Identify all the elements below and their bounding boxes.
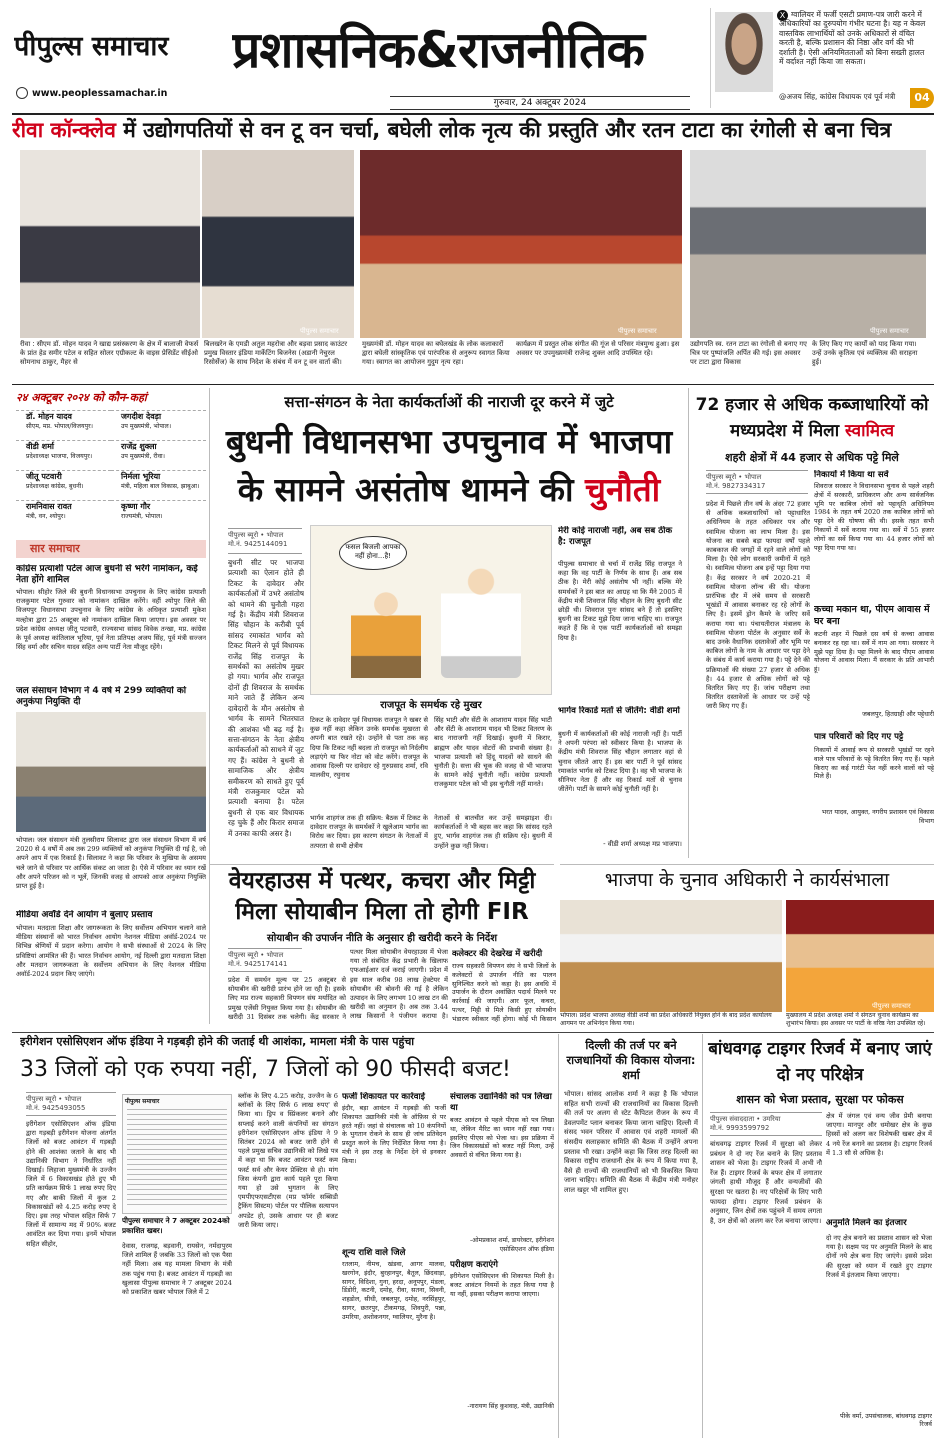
irrigation-kicker: इरीगेशन एसोसिएशन ऑफ इंडिया ने गड़बड़ी होने की जताई थी आशंका, मामला मंत्री के पास पहुंचा [20, 1035, 415, 1048]
person-role: मंत्री, महिला बाल विकास, झाबुआ। [121, 483, 200, 490]
karyakram-title: २४ अक्टूबर २०२४ को कौन-कहां [16, 391, 147, 404]
bandhav-sub: अनुमति मिलने का इंतजार [826, 1218, 907, 1228]
bandhav-deck: शासन को भेजा प्रस्ताव, सुरक्षा पर फोकस [736, 1093, 904, 1106]
page-number-badge: 04 [910, 88, 934, 108]
person-card [16, 470, 111, 500]
irrigation-sub3-body: बजट आवंटन से पहले पीएस को पत्र लिखा था, लेकिन मैरिट का ध्यान नहीं रखा गया। इसलिए पीएस को भेजा था। इस प्रक्रिया में जिन विकासखंडों को बजट नहीं मिला, उन्हें अवसरों से वंचित किया गया है। [450, 1116, 554, 1160]
clip-lines [127, 1109, 227, 1209]
swamitva-deck: शहरी क्षेत्रों में 44 हजार से अधिक पट्टे मिले [725, 451, 899, 464]
date-bar: गुरुवार, 24 अक्टूबर 2024 [390, 96, 690, 110]
bandhav-headline: बांधवगढ़ टाइगर रिजर्व में बनाए जाएं दो नए परिक्षेत्र [708, 1039, 932, 1085]
saar-item-3 [16, 910, 206, 1022]
person-role: राज्यमंत्री, भोपाल। [121, 513, 163, 520]
person-name: जगदीश देवड़ा [121, 412, 162, 421]
saar-item-1 [16, 564, 206, 682]
bjp-caption-1: भोपाल। प्रदेश भाजपा अध्यक्ष वीडी शर्मा का प्रदेश अधिकारी नियुक्त होने के बाद प्रदेश कार्यालय आगमन पर अभिनंदन किया गया। [560, 1012, 772, 1027]
person-name: जीतू पटवारी [26, 472, 62, 481]
warehouse-deck: सोयाबीन की उपार्जन नीति के अनुसार ही खरीदी करने के निर्देश [266, 933, 498, 944]
irrigation-sub1: फर्जी शिकायत पर कार्रवाई [342, 1092, 425, 1102]
photo-appointment [16, 712, 206, 832]
bandhav-byline [710, 1112, 822, 1136]
person-name: रामनिवास रावत [26, 502, 72, 511]
budhni-col1: बुधनी सीट पर भाजपा प्रत्याशी का ऐलान होते ही टिकट के दावेदार और कार्यकर्ताओं में उभरे असंतोष को थामने की चुनौती गहरा गई है। केंद्रीय मंत्री शिवराज सिंह चौहान के करीबी पूर्व सांसद रमाकांत भार्गव को टिकट मिलने से पूर्व विधायक राजेंद्र सिंह राजपूत के समर्थकों का असंतोष मुखर हो गया। भार्गव और राजपूत दोनों ही शिवराज के समर्थक माने जाते हैं लेकिन अन्य दावेदारों के मौन असंतोष से भार्गव के सामने भितरघात की आशंका भी बढ़ गई है। सत्ता-संगठन के नेता क्षेत्रीय कार्यकर्ताओं को साधने में जुट गए हैं। कांग्रेस ने बुधनी से सामाजिक और क्षेत्रीय समीकरण को साधते हुए पूर्व मंत्री राजकुमार पटेल को प्रत्याशी बनाया है। पटेल बुधनी से एक बार विधायक रह चुके हैं और किरार समाज में उनका काफी असर है। [228, 558, 304, 838]
rajput-quote-head: मेरी कोई नाराजी नहीं, अब सब ठीक है: राजपूत [558, 526, 673, 547]
swamitva-sub1: निकायों में किया था सर्वे [814, 470, 889, 480]
person-card [111, 440, 206, 470]
quote-box [710, 8, 934, 108]
swamitva-sub3-attr: भरत यादव, आयुक्त, नगरीय प्रशासन एवं विकास विभाग [821, 808, 934, 825]
karyakram-grid [16, 410, 206, 530]
warehouse-col1: प्रदेश में समर्थन मूल्य पर 25 अक्टूबर से सोयाबीन की खरीदी प्रारंभ होने जा रही है। इसके लिए मप्र राज्य सहकारी विपणन संघ मर्यादित को प्रमुख एजेंसी नियुक्त किया गया है। सोयाबीन की खरीदी 31 दिसंबर तक चलेगी। केंद्र सरकार ने [228, 976, 346, 1021]
rewa-caption-5: उद्योगपति स्व. रतन टाटा का रंगोली से बनाए गए चित्र पर पुष्पांजलि अर्पित की गई। इस अवसर पर टाटा द्वारा विकास [690, 340, 807, 366]
swamitva-headline-text: 72 हजार से अधिक कब्जाधारियों को मध्यप्रदेश में मिला [695, 395, 929, 441]
rajput-quote-body: पीपुल्स समाचार से चर्चा में राजेंद्र सिंह राजपूत ने कहा कि वह पार्टी के निर्णय के साथ हैं। अब सब ठीक है। मेरी कोई असंतोष भी नहीं। बल्कि मेरे समर्थकों ने इस बात का आग्रह था कि मैंने 2005 में केंद्रीय मंत्री शिवराज सिंह चौहान के लिए बुधनी सीट छोड़ी थी। शिवराज पुनः सांसद बने हैं तो इसलिए बुधनी का टिकट मुझे दिया जाना चाहिए था। राजपूत कहते हैं कि वे एक पार्टी कार्यकर्ताओं को समझा दिया है। [558, 560, 682, 642]
bjp-caption-2: मुख्यालय में प्रदेश अध्यक्ष शर्मा ने संगठन चुनाव कार्यक्रम का शुभारंभ किया। इस अवसर पर पार्टी के वरिष्ठ नेता उपस्थित रहे। [786, 1012, 926, 1027]
byline-name: पीपुल्स संवाददाता • उमरिया [710, 1115, 781, 1123]
rewa-headline-red: रीवा कॉन्क्लेव [12, 118, 116, 142]
byline-name: पीपुल्स ब्यूरो • भोपाल [706, 473, 762, 481]
person-card [16, 500, 111, 530]
person-card [111, 410, 206, 440]
warehouse-headline [210, 866, 554, 930]
budhni-col3b: नेताओं से बातचीत कर उन्हें समझाइश दी। कार्यकर्ताओं ने भी बहस कर कहा कि सांसद रहते हुए, भार्गव शाहगंज तक ही सक्रिय रहे। बुधनी में उन्होंने कुछ नहीं किया। [434, 814, 552, 850]
cartoon-figure-left [351, 588, 421, 678]
byline-phone: मो.नं. 9425174141 [228, 960, 288, 968]
irrigation-col3: ब्लॉक के लिए 4.25 करोड़, उज्जैन के 6 ब्लॉकों के लिए सिर्फ 6 लाख रुपए' से किया था। ड्रिप व स्प्रिंकलर बनाने और सप्लाई करने वाली कंपनियों का संगठन इरीगेशन एसोसिएशन ऑफ इंडिया ने 9 सितंबर 2024 को बजट जारी होने से पहले प्रमुख सचिव उद्यानिकी को लिखे पत्र में कहा था कि बजट आवंटन फर्स्ट कम फर्स्ट सर्व और केयर प्रेक्टिस से हो। मांग जिस कंपनी द्वारा कार्य पहले पूरा किया गया हो उसे भुगतान के लिए एमपीएफएसटीएस (मप्र फॉर्मर सब्सिडी ट्रैकिंग सिस्टम) पोर्टल पर पौलिक सत्यापन अपडेट हो, उसके आधार पर ही बजट जारी किया जाए। [238, 1092, 338, 1229]
person-role: सीएम, मप्र. भोपाल/विजयपुर। [26, 423, 93, 430]
saar-body: भोपाल। सीहोर जिले की बुधनी विधानसभा उपचुनाव के लिए कांग्रेस प्रत्याशी राजकुमार पटेल गुरुवार को नामांकन दाखिल करेंगे। वहीं श्योपुर जिले की विजयपुर विधानसभा उपचुनाव के लिए कांग्रेस के अधिकृत प्रत्याशी मुकेश मल्होत्रा द्वारा 25 अक्टूबर को नामांकन दाखिल किया जाएगा। इस अवसर पर प्रदेश कांग्रेस अध्यक्ष जीतू पटवारी, राज्यसभा सांसद विवेक तन्खा, मप्र. कांग्रेस के पूर्व अध्यक्ष कांतिलाल भूरिया, पूर्व नेता प्रतिपक्ष अजय सिंह, पूर्व मंत्री सज्जन सिंह वर्मा और सचिन यादव सहित अन्य पार्टी नेता मौजूद रहेंगे। [16, 588, 206, 652]
saar-item-2 [16, 686, 206, 906]
bjp-headline: भाजपा के चुनाव अधिकारी ने कार्यसंभाला [604, 869, 890, 891]
saar-samachar-label: सार समाचार [16, 540, 206, 558]
warehouse-col3: राज्य सहकारी विपणन संघ ने सभी जिलों के कलेक्टरों से उपार्जन नीति का पालन सुनिश्चित करने को कहा है। इस अवधि में उपार्जन के दौरान अवांछित पदार्थ मिलने पर कार्रवाई की जाएगी। आर फूल, कचरा, पत्थर, मिट्टी से मिले किसी हुए सोयाबीन भंडारण स्वीकार नहीं होगा। कोई भी किसान [452, 962, 556, 1022]
rewa-headline-rest: में उद्योगपतियों से वन टू वन चर्चा, बघेली लोक नृत्य की प्रस्तुति और रतन टाटा का रंगोली से बना चित्र [115, 118, 892, 142]
irrigation-sub2-body: रतलाम, नीमच, खंडवा, आगर मालवा, खरगोन, इंदौर, बुरहानपुर, बैतूल, छिंदवाड़ा, सागर, विदिशा, गुना, हरदा, अनूपपुर, मंडला, डिंडोरी, कटनी, दमोह, रीवा, सतना, सिवनी, शहडोल, सीधी, जबलपुर, दमोह, नरसिंहपुर, सागर, छतरपुर, टीकमगढ़, शिवपुरी, पन्ना, उमरिया, अशोकनगर, ग्वालियर, मुरैना है। [342, 1260, 446, 1321]
irrigation-sub3-attr: -ओमप्रकाश शर्मा, डायरेक्टर, इरीगेशन एसोसिएशन ऑफ इंडिया [469, 1237, 554, 1253]
warehouse-col2: पत्थर मिला सोयाबीन वेयरहाउस में भेजा गया तो संबंधित केंद्र प्रभारी के खिलाफ एफआईआर दर्ज कराई जाएगी। प्रदेश में इस साल करीब 98 लाख हेक्टेयर में सोयाबीन की बोवनी की गई है लेकिन उत्पादन के लिए लगभग 10 लाख टन की खरीदी का अनुमान है। अब तक 3.44 लाख किसानों ने पंजीयन कराया है। [350, 948, 448, 1021]
saar-body: भोपाल। मतदाता शिक्षा और जागरूकता के लिए सर्वोत्तम अभियान चलाने वाले मीडिया संस्थानों को भारत निर्वाचन आयोग नेशनल मीडिया अवॉर्ड-2024 पर विभिन्न श्रेणियों में प्रदान करेगा। आयोग ने सभी संस्थाओं से 2024 के लिए प्रविष्टियां आमंत्रित की हैं। भारत निर्वाचन आयोग, नई दिल्ली द्वारा मतदाता शिक्षा और मतदान जागरूकता के सर्वोत्तम अभियान के लिए नेशनल मीडिया अवॉर्ड-2024 प्रदान किए जाएंगे। [16, 924, 206, 979]
swamitva-body: प्रदेश में पिछले तीन वर्ष के अंदर 72 हजार से अधिक कब्जाधारियों को पट्टाधारित अधिनियम के तहत अधिकार पत्र और स्वामित्व योजना का लाभ मिला है। इस योजना का सबसे बड़ा फायदा वर्षों पहले काबकाज की जगहों में रहने वाले लोगों को मिला है। ऐसे लोग सरकारी जमीनों में रहते थे। स्वामित्व योजना अब इन्हें पट्टा दिया गया है। केंद्र सरकार ने वर्ष 2020-21 में स्वामित्व योजना लॉन्च की थी। योजना प्रारंभिक दौर में लंबे समय से सरकारी भूखंडों में आवास बनाकर रह रहे लोगों के लिए है। इसमें ड्रोन कैमरे के जरिए सर्वे कराया गया था। पंचायतीराज मंत्रालय के स्वामित्व योजना पोर्टल के अनुसार सर्वे के बाद उनके वैधानिक दस्तावेजों और भूमि पर काबिज लोगों के नाम के आधार पर पट्टा देने के संबंध में कार्य कराया गया है। पट्टे देने की प्रक्रियाओं की संख्या 27 हजार से अधिक है। 44 हजार से अधिक लोगों को पट्टे वितरित किए गए हैं। जांच परीक्षण तथा वितरित दस्तावेजों के आधार पर उन्हें पट्टे जारी किए गए हैं। [706, 500, 810, 711]
warehouse-sub: कलेक्टर की देखरेख में खरीदी [452, 948, 543, 958]
byline-name: पीपुल्स ब्यूरो • भोपाल [228, 531, 284, 539]
person-role: उप मुख्यमंत्री, रीवा। [121, 453, 165, 460]
byline-name: पीपुल्स ब्यूरो • भोपाल [228, 951, 284, 959]
irrigation-sub4-body: इरीगेशन एसोसिएशन की शिकायत मिली है। बजट आवंटन नियमों के तहत किया गया है या नहीं, इसका परीक्षण कराया जाएगा। [450, 1272, 554, 1298]
logo[interactable]: पीपुल्स समाचार [14, 31, 169, 62]
photo-meeting-1 [20, 150, 200, 338]
photo-credit: पीपुल्स समाचार [872, 1002, 911, 1010]
byline-name: पीपुल्स ब्यूरो • भोपाल [26, 1095, 82, 1103]
person-card [16, 410, 111, 440]
warehouse-headline-1: वेयरहाउस में पत्थर, कचरा और मिट्टी [228, 868, 536, 894]
x-logo-icon: X [777, 10, 788, 21]
bandhav-sub-attr: पीके वर्मा, उपसंचालक, बांधवगढ़ टाइगर रिजर्व [839, 1412, 932, 1428]
saar-headline: कांग्रेस प्रत्याशी पटेल आज बुधनी से भरेंगे नामांकन, कई नेता होंगे शामिल [16, 564, 198, 585]
clip-caption: पीपुल्स समाचार ने 7 अक्टूबर 2024को प्रकाशित खबर। [122, 1216, 230, 1235]
swamitva-side [814, 470, 934, 854]
swamitva-sub2-body: कटनी शहर में पिछले दस वर्ष से कच्चा आवास बनाकर रह रहा था। सर्वे में नाम आ गया। सरकार ने मुझे पट्टा दिया है। पट्टा मिलने के बाद पीएम आवास योजना में आवास मिला। मैं सरकार के प्रति आभारी हूं। [814, 630, 934, 674]
cartoon-figure-right [441, 566, 521, 678]
saar-headline: मीडिया अवॉर्ड देने आयोग ने बुलाए प्रस्ताव [16, 910, 153, 920]
warehouse-headline-2: मिला सोयाबीन मिला तो होगी FIR [235, 899, 529, 925]
irrigation-sub4: परीक्षण कराएंगे [450, 1260, 498, 1270]
irrigation-side-1 [342, 1092, 446, 1436]
bhargav-attr: - वीडी शर्मा अध्यक्ष मप्र भाजपा। [603, 840, 682, 848]
person-name: कृष्णा गौर [121, 502, 151, 511]
bhargav-head: भार्गव रिकार्ड मतों से जीतेंगे: वीडी शर्मा [558, 706, 680, 716]
swamitva-sub3: पात्र परिवारों को दिए गए पट्टे [814, 732, 904, 742]
photo-credit: पीपुल्स समाचार [618, 327, 657, 335]
photo-folk-dance [360, 150, 682, 338]
delhi-body: भोपाल। सांसद आलोक शर्मा ने कहा है कि भोपाल सहित सभी राज्यों की राजधानियों का विकास दिल्ली की तर्ज पर अलग से स्टेट कैपिटल रीजन के रूप में डेवलपमेंट प्लान बनाकर किया जाना चाहिए। दिल्ली में संसद भवन परिसर में आवास एवं शहरी मामलों की संसदीय सलाहकार समिति की बैठक में उन्होंने अपना प्रस्ताव भी रखा। उन्होंने कहा कि जिस तरह दिल्ली का विकास राष्ट्रीय राजधानी क्षेत्र के रूप में किया गया है, वैसे ही राज्यों की राजधानियों को भी विकसित किया जाना चाहिए। समिति की बैठक में केंद्रीय मंत्री मनोहर लाल खट्टर भी शामिल हुए। [564, 1090, 698, 1194]
cartoon-bubble: फसल बिजली आपका नहीं होना...है! [339, 536, 407, 570]
byline-phone: मो.नं. 9425144091 [228, 540, 288, 548]
swamitva-headline [692, 392, 932, 448]
swamitva-sub1-body: शिवराज सरकार ने विधानसभा चुनाव से पहले शहरी क्षेत्रों में सरकारी, प्राधिकरण और अन्य सार्वजनिक भूमि पर काबिज लोगों को पट्टाधृति अधिनियम 1984 के तहत वर्ष 2020 तक काबिज लोगों को पट्टा देने की घोषणा की थी। इसके तहत सभी निकायों में सर्वे कराया गया था। सर्वे में 55 हजार लोगों का सर्वे किया गया था। 44 हजार लोगों को पट्टा दिया गया था। [814, 482, 934, 552]
person-role: प्रदेशाध्यक्ष भाजपा, विजयपुर। [26, 453, 93, 460]
karyakram-box [16, 390, 206, 530]
swamitva-headline-red: स्वामित्व [845, 421, 895, 441]
photo-bjp-1 [560, 900, 782, 1012]
irrigation-sub2: शून्य राशि वाले जिले [342, 1248, 406, 1258]
cartoon-caption: राजपूत के समर्थक रहे मुखर [380, 700, 482, 711]
saar-body: भोपाल। जल संसाधन मंत्री तुलसीराम सिलावट द्वारा जल संसाधन विभाग में वर्ष 2020 से 4 वर्षों में अब तक 299 व्यक्तियों को अनुकंपा नियुक्ति दी गई है, जो अपने आप में एक रिकार्ड है। सिलावट ने कहा कि परिवार के मुखिया के असमय चले जाने से परिवार पर आर्थिक संकट आ जाता है। ऐसे में परिवार का ध्यान रखें और अपने परिजन को न भूलें, जिनकी वजह से आपको आज अनुकंपा नियुक्ति प्राप्त हुई है। [16, 836, 206, 891]
irrigation-sub3: संचालक उद्यानिकी को पत्र लिखा था [450, 1092, 552, 1113]
rewa-caption-4: कार्यक्रम में प्रस्तुत लोक संगीत की गूंज से परिसर मंत्रमुग्ध हुआ। इस अवसर पर उपमुख्यमंत्री राजेन्द्र शुक्ल आदि उपस्थित रहे। [516, 340, 680, 357]
swamitva-sub3-body: निकायों में आवाई रूप से सरकारी भूखंडों पर रहने वाले पात्र परिवारों के पट्टे वितरित किए गए हैं। पहले किराए का कई गारंटी पेश नहीं करने वालों को पट्टे मिले हैं। [814, 746, 934, 781]
budhni-col2: टिकट के दावेदार पूर्व विधायक राजपूत ने खबर से कुछ नहीं कहा लेकिन उनके समर्थक मुखरता से अपनी बात रखते रहे। उन्होंने से पता तक कह दिया कि टिकट नहीं बदला तो राजपूत को निर्दलीय लड़ाएंगे या फिर नोटा को वोट करेंगे। राजपूत के आवास दिल्ली पर दावेदार रहे गुरुप्रसाद शर्मा, रवि मालवीय, रघुनाथ [310, 716, 428, 780]
section-title: प्रशासनिक&राजनीतिक [232, 21, 644, 79]
person-role: प्रदेशाध्यक्ष कांग्रेस, बुधनी। [26, 483, 84, 490]
website-url[interactable]: www.peoplessamachar.in [32, 88, 168, 99]
author-photo [715, 12, 773, 92]
irrigation-side-2 [450, 1092, 554, 1436]
photo-credit: पीपुल्स समाचार [300, 327, 339, 335]
bandhav-col2: क्षेत्र में जंगल एवं वन्य जीव प्रेमी बनाया जाएगा। मानपुर और धमोखर क्षेत्र के कुछ हिस्सों को अलग कर विशेषकी खबर क्षेत्र में 4 नये रेंज बनाने का प्रस्ताव है। टाइगर रिजर्व में 1.3 सौ से अधिक है। [826, 1112, 932, 1157]
budhni-kicker: सत्ता-संगठन के नेता कार्यकर्ताओं की नाराजी दूर करने में जुटे [284, 393, 614, 411]
swamitva-sub2-attr: जबलपुर, हितग्राही और पट्टेधारी [862, 710, 934, 718]
person-name: वीडी शर्मा [26, 442, 54, 451]
person-name: डॉ. मोहन यादव [26, 412, 72, 421]
budhni-byline [228, 528, 302, 554]
bandhav-col1: बांधवगढ़ टाइगर रिजर्व में सुरक्षा को लेकर प्रबंधन ने दो नए रेंज बनाने के लिए प्रस्ताव शासन को भेजा है। टाइगर रिजर्व में अभी नौ रेंज हैं। टाइगर रिजर्व के बफर क्षेत्र में लगातार जंगली हाथी मौजूद हैं और वन्यजीवों की सुरक्षा पर खतरा है। नए परिक्षेत्रों के लिए भारी फायदा होगा। टाइगर रिजर्व प्रबंधन के अनुसार, जिन क्षेत्रों तक पहुंचने में समय लगता है, उन क्षेत्रों को अलग कर रेंज बनाया जाएगा। [710, 1140, 822, 1225]
irrigation-byline [26, 1092, 116, 1116]
budhni-col2b: भार्गव शाहगंज तक ही सक्रिय: बैठक में टिकट के दावेदार राजपूत के समर्थकों ने खुलेआम भार्गव का विरोध कर दिया। इस कारण संगठन के नेताओं में तत्परता से सभी क्षेत्रीय [310, 814, 428, 850]
irrigation-sub4-attr: -नारायण सिंह कुशवाह, मंत्री, उद्यानिकी [467, 1403, 554, 1410]
person-card [16, 440, 111, 470]
newspaper-clip [122, 1094, 232, 1214]
clip-title: पीपुल्स समाचार [125, 1098, 160, 1105]
budhni-headline-text: बुधनी विधानसभा उपचुनाव में भाजपा के सामने असंतोष थामने की [225, 422, 673, 509]
irrigation-sub1-body: इंदौर, बड़ा आवंटन में गड़बड़ी की फर्जी शिकायत उद्यानिकी मंत्री के ऑफ़िस से पर हरते नहीं। जहां से संचालक को 10 कंपनियों के भुगतान रोकने के साथ ही जांच प्रतिवेदन प्रस्तुत करने के लिए निर्देशित किया गया है। मंत्री ने इस तरह के निर्देश देने से इनकार किया। [342, 1104, 446, 1165]
byline-phone: मो.नं. 9827334317 [706, 482, 766, 490]
photo-rangoli [690, 150, 926, 338]
photo-credit: पीपुल्स समाचार [870, 327, 909, 335]
person-role: उप मुख्यमंत्री, भोपाल। [121, 423, 172, 430]
budhni-col3: सिंह भाटी और सेंटी के आशाराम यादव सिंह भाटी और सेंटी के आशाराम यादव भी टिकट वितरण के बाद नाराजगी नहीं दिखाई। बुधनी में किरार, ब्राह्मण और यादव वोटरों की प्रभावी संख्या है। भाजपा प्रत्याशी को हिंदू यादवों को साधने की चुनौती है। सत्ता की चूक की वजह से भी भाजपा के सामने कोई चुनौती नहीं। कांग्रेस प्रत्याशी राजकुमार पटेल को भी इस चुनौती नहीं मानते। [434, 716, 552, 789]
rewa-headline [12, 116, 934, 146]
budhni-quote-col [558, 526, 682, 862]
quote-text: ग्वालियर में फर्जी एसटी प्रमाण-पत्र जारी करने में अधिकारियों का दुरुपयोग गंभीर घटना है। यह न केवल वास्तविक लाभार्थियों को उनके अधिकारों से वंचित करती है, बल्कि प्रशासन की निष्ठा और वर्ग की भी दर्शाती है। ऐसी अनियमितताओं को बिना सख्ती हालत में वर्दाश्त नहीं किया जा सकता। [779, 10, 926, 67]
swamitva-byline [706, 470, 808, 494]
rewa-caption-1: रीवा : सीएम डॉ. मोहन यादव ने खाद्य प्रसंस्करण के क्षेत्र में बालाजी वेफर्स के प्रांत हेड समीर पटेल व सहित सोलर एग्रीकल्ट के वाइस प्रेसिडेंट सीईओ सोमनाथ ठाकुर, मैहर से [20, 340, 199, 366]
rewa-caption-3: मुख्यमंत्री डॉ. मोहन यादव का बघेलखंड के लोक कलाकारों द्वारा बघेली सांस्कृतिक एवं पारंपरिक से अनुरूप स्वागत किया गया। स्वागत का आयोजन गुदुम नृत्य रहा। [362, 340, 510, 366]
delhi-headline: दिल्ली की तर्ज पर बने राजधानियों की विकास योजना: शर्मा [566, 1038, 696, 1082]
bandhav-sub-body: दो नए क्षेत्र बनाने का प्रस्ताव शासन को भेजा गया है। सक्षम पद पर अनुमति मिलने के बाद दोनों नये क्षेत्र बना दिए जाएंगे। इससे प्रदेश की सुरक्षा को ध्यान में रखते हुए टाइगर रिजर्व में इंतजाम किया जाएगा। [826, 1234, 932, 1279]
person-card [111, 500, 206, 530]
warehouse-byline [228, 948, 302, 972]
irrigation-headline: 33 जिलों को एक रुपया नहीं, 7 जिलों को 90 फीसदी बजट! [20, 1057, 511, 1082]
person-card [111, 470, 206, 500]
quote-author: @अजय सिंह, कांग्रेस विधायक एवं पूर्व मंत्री [779, 92, 896, 101]
budhni-headline-red: चुनौती [585, 470, 661, 509]
masthead [12, 8, 934, 112]
person-role: मंत्री, वन, श्योपुर। [26, 513, 66, 520]
cartoon [310, 525, 552, 695]
swamitva-sub2: कच्चा मकान था, पीएम आवास में घर बना [814, 604, 930, 627]
photo-bjp-2 [786, 900, 934, 1012]
website-globe-icon [16, 87, 28, 99]
budhni-headline [212, 418, 686, 520]
byline-phone: मो.नं. 9425493055 [26, 1104, 86, 1112]
irrigation-col1: इरीगेशन एसोसिएशन ऑफ इंडिया द्वारा गड़बड़ी इरीगेशन योजना अंतर्गत जिलों को बजट आवंटन में गड़बड़ी होने की आशंका जताने के बाद भी उद्यानिकी विभाग ने निर्धारित नहीं दिखाई। लिहाजा मुख्यमंत्री के उज्जैन जिले में 6 विकासखंड होते हुए भी प्रति कार्यक्रम सिर्फ 1 लाख रुपए दिए गए और बाकी जिलों में कुल 2 विकासखंडों को 4.25 करोड़ रुपए दे दिए। इस तरह भोपाल सहित सिर्फ 7 जिलों में सामान्य मद में 90% बजट आवंटित कर दिया गया। इनमें भोपाल सहित सीहोर, [26, 1120, 116, 1248]
rewa-caption-2: बिलखरेन के एमडी अतुल महरोत्रा और बड़वा प्रसाद काउंटर प्रमुख विस्तार इंडिया मार्केटिंग बिजनेस (अडानी नेचुरल रिसोर्सेज) के साथ निदेश के संबंध में वन टू वन वार्ता की। [204, 340, 348, 366]
photo-meeting-2 [202, 150, 354, 338]
irrigation-col2: देवास, राजगढ़, बड़वानी, रायसेन, नर्मदापुरम जिले शामिल हैं जबकि 33 जिलों को एक पैसा नहीं मिला। अब यह मामला विभाग के मंत्री तक पहुंच गया है। बजट आवंटन में गड़बड़ी का खुलासा पीपुल्स समाचार ने 7 अक्टूबर 2024 को प्रकाशित खबर भोपाल जिले में 2 [122, 1242, 232, 1297]
saar-headline: जल संसाधन विभाग ने 4 वर्ष में 299 व्यक्तियों को अनुकंपा नियुक्ति दी [16, 686, 187, 707]
rewa-caption-6: के लिए किए गए कार्यों को याद किया गया। उन्हें उनके कृतित्व एवं व्यक्तित्व की सराहना हुई। [812, 340, 918, 366]
bhargav-body: बुधनी में कार्यकर्ताओं की कोई नाराजी नहीं है। पार्टी ने अपनी परंपरा को स्वीकार किया है। भाजपा के केंद्रीय मंत्री शिवराज सिंह चौहान लगातार वहां से चुनाव जीतते आए हैं। इस बार पार्टी ने पूर्व सांसद रमाकांत भार्गव को टिकट दिया है। वह भी भाजपा के सीनियर नेता हैं और वह रिकार्ड मतों से चुनाव जीतेंगे। पार्टी के सामने कोई चुनौती नहीं है। [558, 730, 682, 794]
byline-phone: मो.नं. 9993599792 [710, 1124, 770, 1132]
person-name: निर्मला भूरिया [121, 472, 161, 481]
person-name: राजेंद्र शुक्ला [121, 442, 157, 451]
